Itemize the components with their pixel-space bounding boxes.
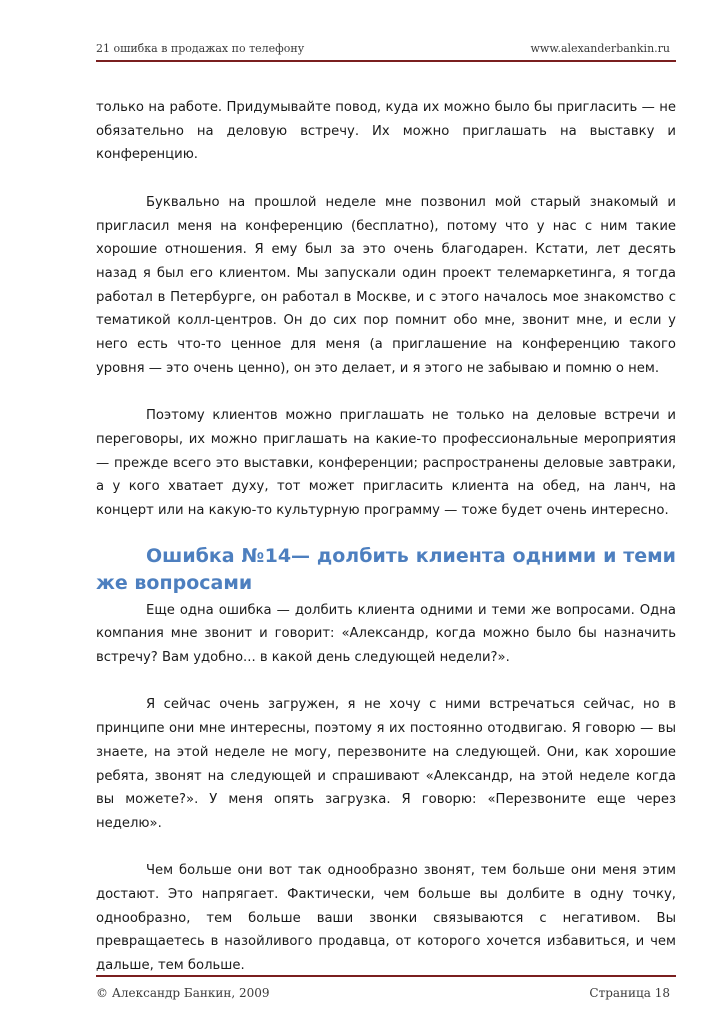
paragraph: Буквально на прошлой неделе мне позвонил мой старый знакомый и пригласил меня на конференцию (бесплатно), потому что у нас с ним такие хорошие отношения. Я ему был за это очень благодарен. Кстати, лет десять назад я был его клиентом. Мы запускали один проект телемаркетинга, я тогда работал в Петербурге, он работал в Москве, и с этого началось мое знакомство с тематикой колл-центров. Он до сих пор помнит обо мне, звонит мне, и если у него есть что-то ценное для меня (а приглашение на конференцию такого уровня — это очень ценно), он это делает, и я этого не забываю и помню о нем. <box>96 194 676 376</box>
header-website: www.alexanderbankin.ru <box>530 42 670 55</box>
paragraph: Поэтому клиентов можно приглашать не только на деловые встречи и переговоры, их можно приглашать на какие-то профессиональные мероприятия — прежде всего это выставки, конференции; распространены деловые завтраки, а у кого хватает духу, тот может пригласить клиента на обед, на ланч, на концерт или на какую-то культурную программу — тоже будет очень интересно. <box>96 408 676 518</box>
footer-copyright: © Александр Банкин, 2009 <box>96 986 270 1000</box>
paragraph: только на работе. Придумывайте повод, куда их можно было бы пригласить — не обязательно на деловую встречу. Их можно приглашать на выставку и конференцию. <box>96 100 676 163</box>
paragraph: Еще одна ошибка — долбить клиента одними и теми же вопросами. Одна компания мне звонит и говорит: «Александр, когда можно было бы назначить встречу? Вам удобно... в какой день следующей недели?». <box>96 602 676 666</box>
paragraph: Я сейчас очень загружен, я не хочу с ними встречаться сейчас, но в принципе они мне интересны, поэтому я их постоянно отодвигаю. Я говорю — вы знаете, на этой неделе не могу, перезвоните на следующей. Они, как хорошие ребята, звонят на следующей и спрашивают «Александр, на этой неделе когда вы можете?». У меня опять загрузка. Я говорю: «Перезвоните еще через неделю». <box>96 697 676 831</box>
page-number: Страница 18 <box>589 986 670 1000</box>
section-heading: Ошибка №14— долбить клиента одними и теми же вопросами <box>96 544 676 594</box>
page-footer <box>96 975 676 1007</box>
page-content <box>96 96 676 978</box>
page-header <box>96 24 676 62</box>
paragraph: Чем больше они вот так однообразно звонят, тем больше они меня этим достают. Это напрягает. Фактически, чем больше вы долбите в одну точку, однообразно, тем больше ваши звонки связываются с негативом. Вы превращаетесь в назойливого продавца, от которого хочется избавиться, и чем дальше, тем больше. <box>96 863 676 974</box>
header-title: 21 ошибка в продажах по телефону <box>96 42 305 55</box>
